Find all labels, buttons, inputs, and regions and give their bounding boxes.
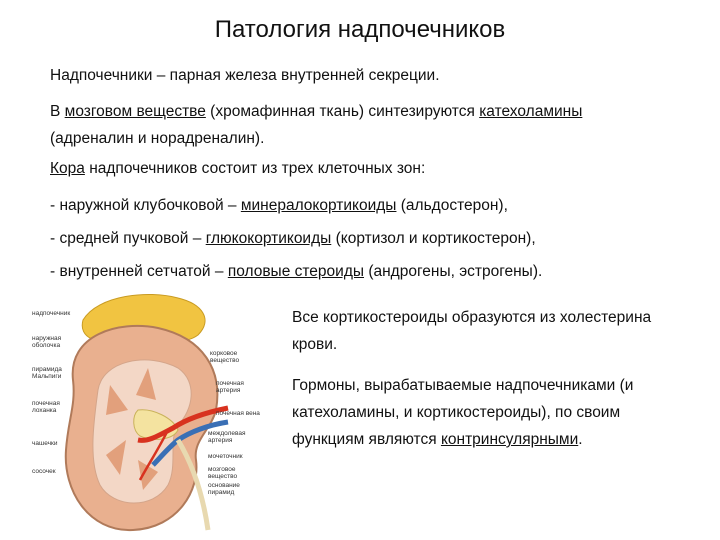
text: (адреналин и норадреналин). <box>50 130 265 147</box>
label-medulla: мозговое вещество <box>208 466 238 480</box>
paragraph-medulla <box>50 98 690 152</box>
page-title: Патология надпочечников <box>214 16 506 43</box>
text: В <box>50 103 65 120</box>
label-cortex: корковое вещество <box>210 350 240 364</box>
link-catecholamines: катехоламины <box>479 103 583 120</box>
text: (альдостерон), <box>396 197 508 214</box>
text: надпочечников состоит из трех клеточных зон: <box>84 160 426 177</box>
paragraph-definition: Надпочечники – парная железа внутренней секреции. <box>50 67 440 84</box>
zone-item-2 <box>50 225 690 252</box>
text: - наружной клубочковой – <box>50 197 241 214</box>
label-malpighi-pyramid: пирамида Мальпиги <box>32 366 62 380</box>
label-renal-artery: почечная артерия <box>216 380 244 394</box>
label-calyces: чашечки <box>32 440 58 447</box>
paragraph-cortex <box>50 155 690 182</box>
text: (кортизол и кортикостерон), <box>331 230 536 247</box>
link-glucocorticoids: глюкокортикоиды <box>205 230 332 247</box>
side-paragraph-cholesterol: Все кортикостероиды образуются из холестерина крови. <box>292 309 652 353</box>
label-ureter: мочеточник <box>208 453 243 460</box>
label-interlobar-artery: междолевая артерия <box>208 430 246 444</box>
link-contrainsular: контринсулярными <box>440 431 579 448</box>
text: - средней пучковой – <box>50 230 206 247</box>
link-sex-steroids: половые стероиды <box>227 263 365 280</box>
side-paragraph-hormones <box>292 372 692 453</box>
zone-item-1 <box>50 192 690 219</box>
link-cortex: Кора <box>50 160 85 177</box>
label-outer-capsule: наружная оболочка <box>32 335 62 349</box>
label-renal-pelvis: почечная лоханка <box>32 400 60 414</box>
label-renal-vein: почечная вена <box>216 410 260 417</box>
text: . <box>578 431 583 448</box>
text: (андрогены, эстрогены). <box>364 263 543 280</box>
text: - внутренней сетчатой – <box>50 263 228 280</box>
text: (хромафинная ткань) синтезируются <box>205 103 480 120</box>
label-pyramid-base: основание пирамид <box>208 482 240 496</box>
link-medulla: мозговом веществе <box>64 103 206 120</box>
label-papilla: сосочек <box>32 468 56 475</box>
link-mineralocorticoids: минералокортикоиды <box>240 197 397 214</box>
text: Гормоны, вырабатываемые надпочечниками (и катехоламины, и кортикостероиды), по своим функциям являются <box>292 377 634 448</box>
zone-item-3 <box>50 258 690 285</box>
label-adrenal: надпочечник <box>32 310 71 317</box>
kidney-illustration <box>28 290 268 535</box>
